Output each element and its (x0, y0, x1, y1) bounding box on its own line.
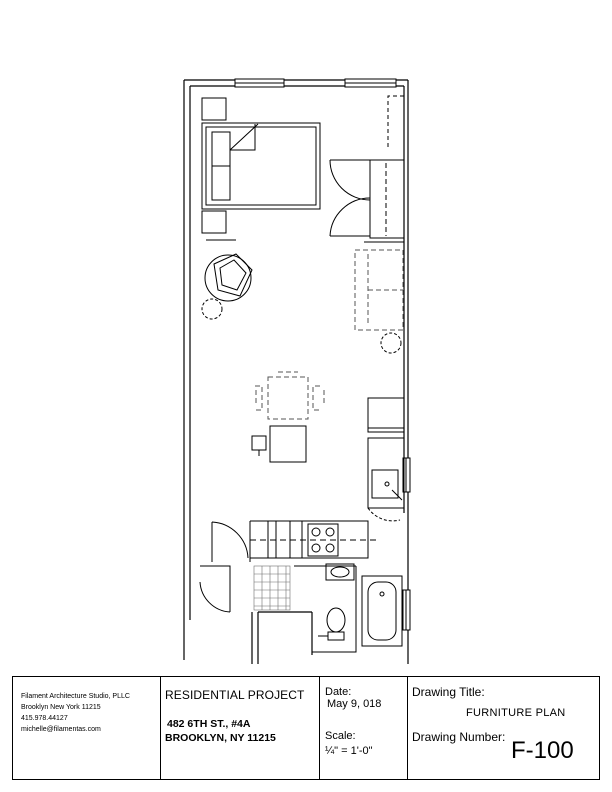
kitchen-door-arc (368, 508, 400, 521)
drawing-info (408, 677, 600, 779)
counter-right (368, 438, 404, 508)
side-table (202, 299, 222, 319)
drawing-number-value: F-100 (511, 737, 574, 764)
address-line-2: BROOKLYN, NY 11215 (165, 732, 276, 744)
fridge (368, 398, 404, 432)
scale-label: Scale: (325, 730, 356, 742)
drawing-title-label: Drawing Title: (412, 685, 485, 699)
entry-door (212, 521, 250, 562)
address-line-1: 482 6TH ST., #4A (167, 718, 251, 730)
firm-email: michelle@filamentas.com (21, 726, 101, 733)
floor-lamp (381, 333, 401, 353)
firm-info (13, 677, 161, 779)
bathroom-wall (294, 566, 356, 652)
bathroom-tile (254, 566, 290, 610)
date-value: May 9, 018 (327, 698, 382, 710)
bed (202, 123, 320, 209)
dining-table (255, 372, 324, 419)
project-title: RESIDENTIAL PROJECT (165, 688, 305, 702)
date-label: Date: (325, 686, 352, 698)
bathroom-door (200, 566, 230, 612)
firm-name: Filament Architecture Studio, PLLC (21, 693, 130, 700)
firm-phone: 415.978.44127 (21, 715, 68, 722)
window-top-right (345, 79, 396, 87)
desk (252, 426, 306, 462)
counter-lower (250, 521, 376, 558)
title-block (12, 676, 600, 780)
bed-door (388, 96, 404, 150)
bathtub (362, 576, 402, 646)
nightstand-bottom (202, 211, 226, 233)
closet (330, 160, 404, 238)
nightstand-top (202, 98, 226, 120)
window-right-lower (403, 590, 410, 630)
drawing-title-value: FURNITURE PLAN (466, 707, 566, 719)
armchair (205, 254, 252, 301)
project-info (161, 677, 320, 779)
scale-value: ¼" = 1'-0" (325, 745, 373, 757)
window-top-left (235, 79, 284, 87)
firm-city: Brooklyn New York 11215 (21, 704, 101, 711)
toilet (318, 608, 345, 640)
date-scale (320, 677, 408, 779)
drawing-number-label: Drawing Number: (412, 730, 506, 744)
sofa (355, 250, 403, 330)
